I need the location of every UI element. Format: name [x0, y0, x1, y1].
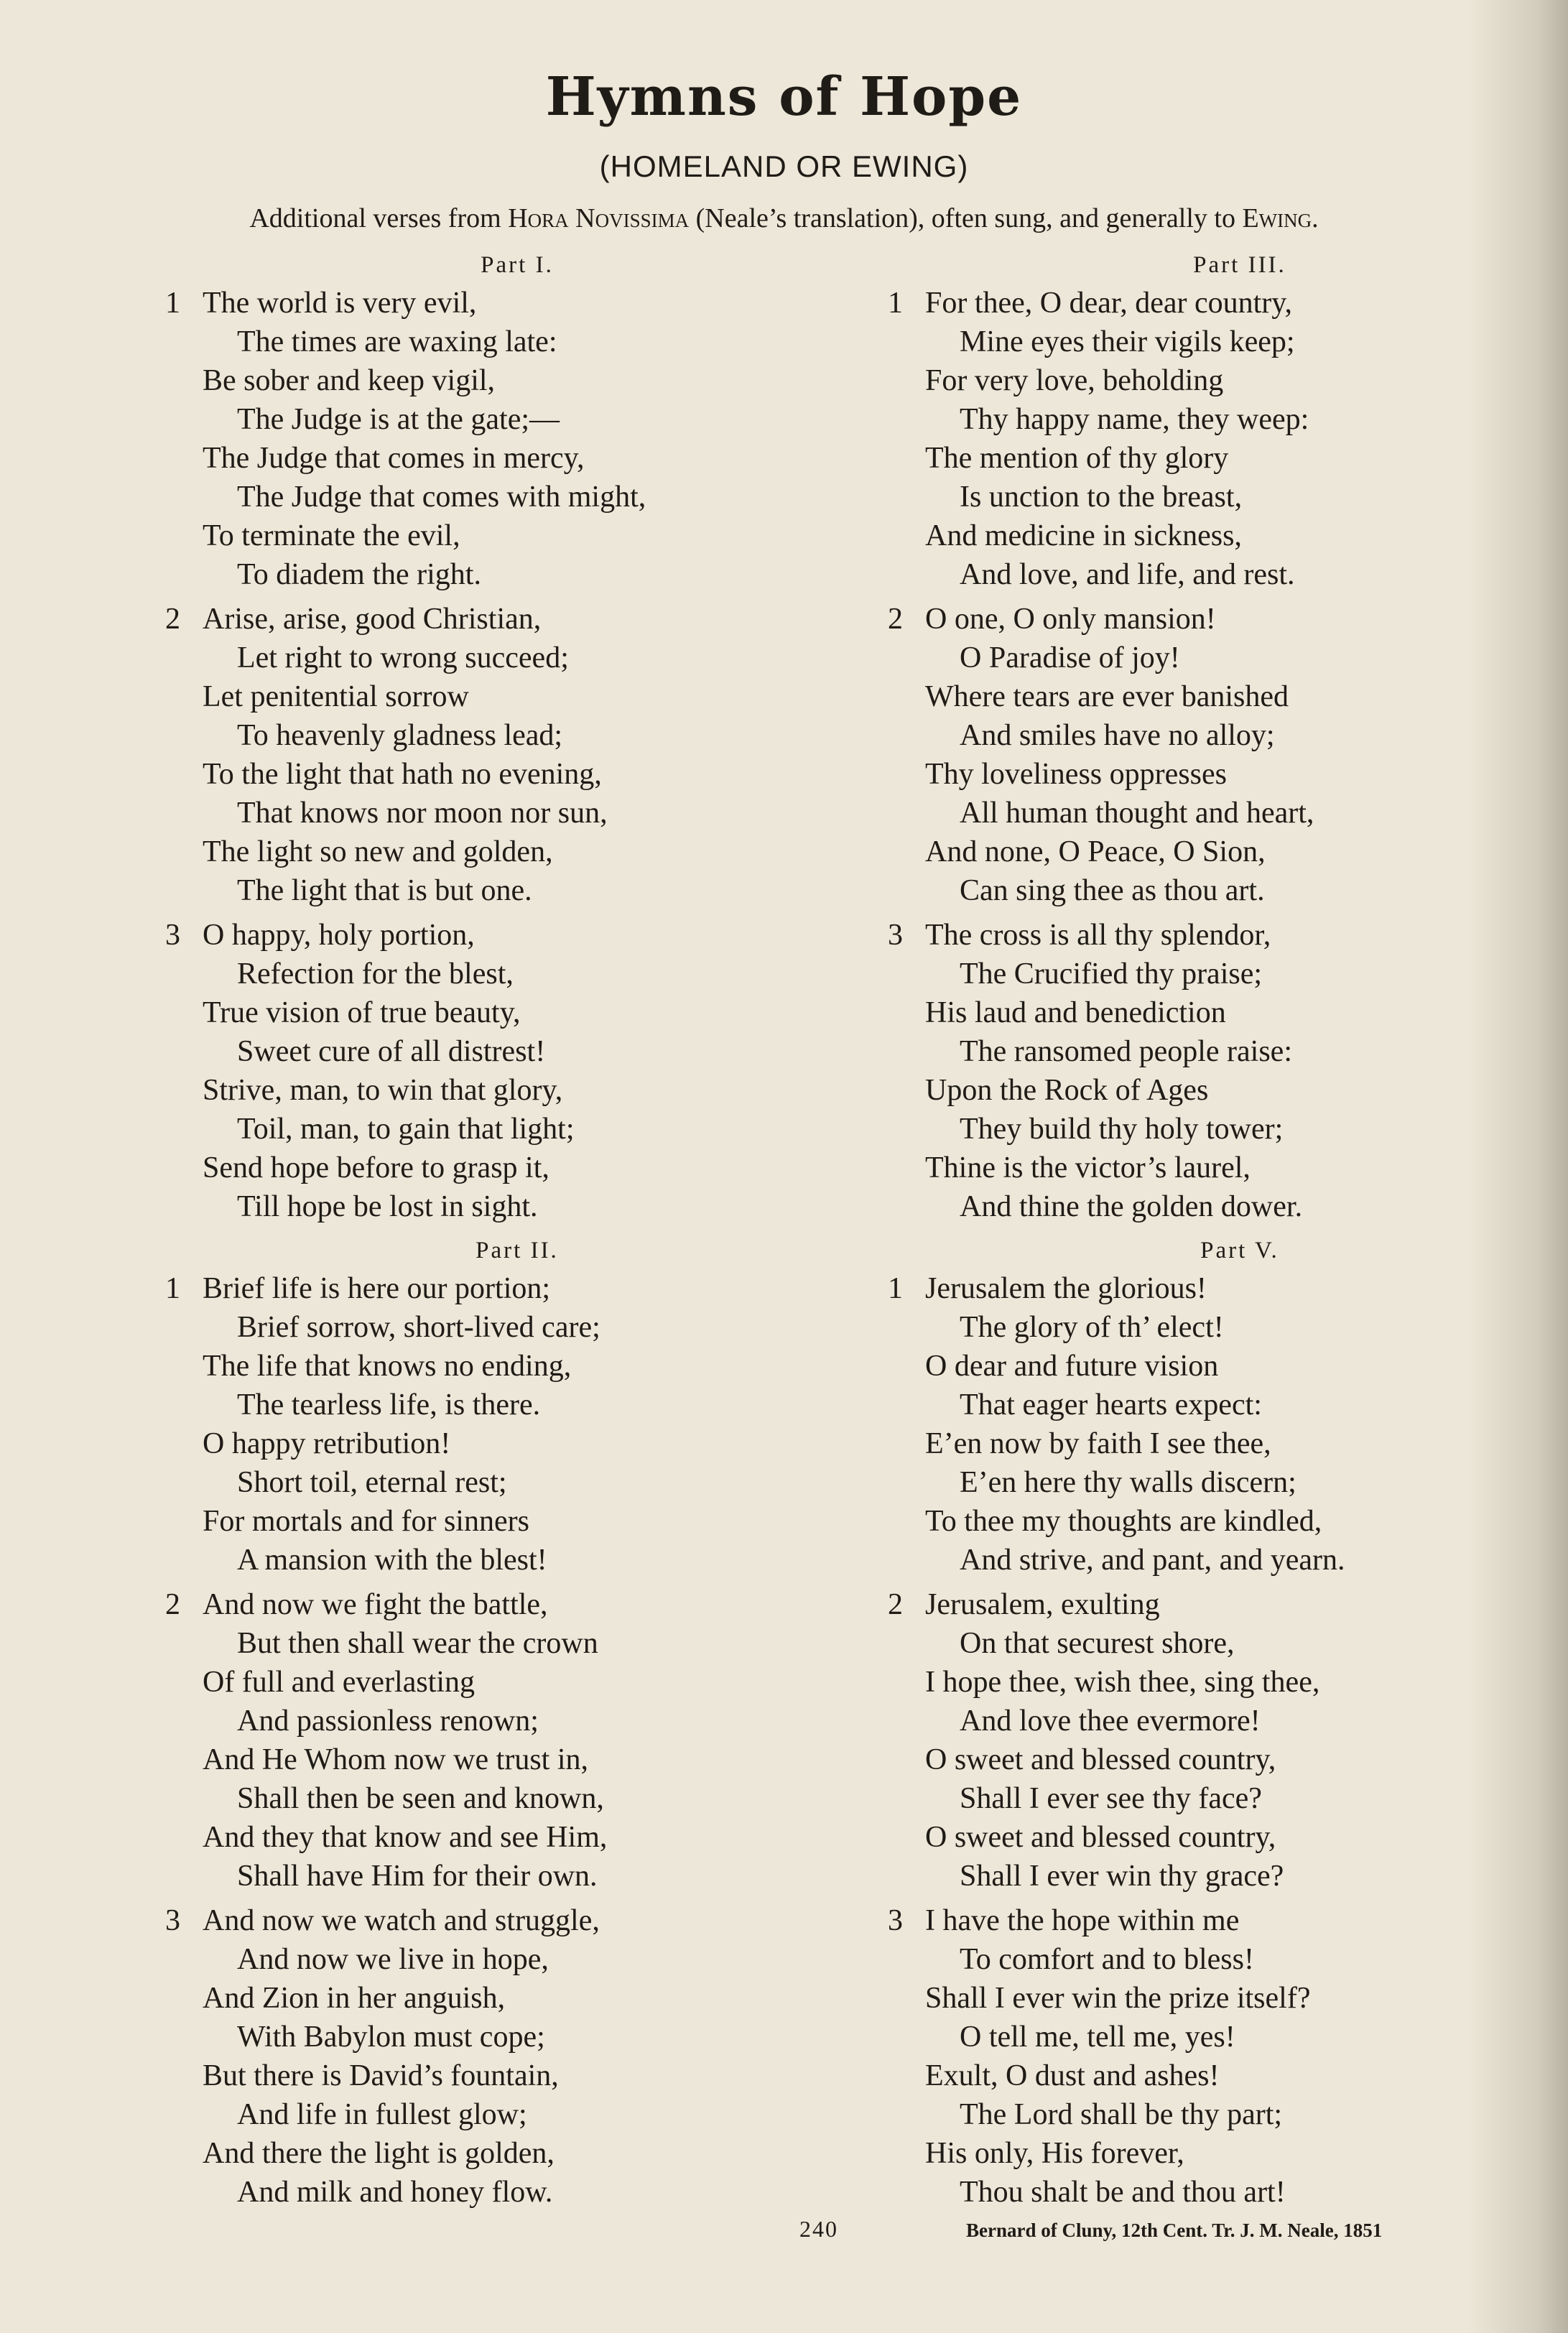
verse-line	[165, 516, 855, 555]
verse-line-text: But there is David’s fountain,	[203, 2059, 559, 2092]
verse-line-text: The Lord shall be thy part;	[960, 2098, 1283, 2131]
verse-line	[165, 1424, 855, 1463]
part-heading: Part V.	[1200, 1238, 1279, 1263]
verse-line	[888, 1857, 1568, 1896]
verse-line-text: Thou shalt be and thou art!	[960, 2176, 1286, 2209]
verse	[165, 1269, 855, 1580]
verse-number: 1	[165, 1272, 180, 1305]
verse-line	[165, 400, 855, 439]
verse-line	[165, 871, 855, 910]
verse-line-text: Short toil, eternal rest;	[237, 1466, 507, 1499]
verse-line-text: Jerusalem the glorious!	[925, 1272, 1207, 1305]
verse-line-text: The Judge that comes in mercy,	[203, 442, 585, 475]
verse-line	[165, 1502, 855, 1541]
verse	[888, 600, 1568, 910]
verse-line-text: That eager hearts expect:	[960, 1388, 1262, 1421]
verse-line	[888, 993, 1568, 1032]
verse-line-text: The ransomed people raise:	[960, 1035, 1292, 1068]
verse-line-text: The life that knows no ending,	[203, 1350, 572, 1383]
verse-line	[888, 1347, 1568, 1386]
verse-line-text: Thy happy name, they weep:	[960, 403, 1309, 436]
verse-line-text: The light that is but one.	[237, 874, 532, 907]
verse	[888, 1269, 1568, 1580]
verse-line	[888, 600, 1568, 639]
verse-line-text: Send hope before to grasp it,	[203, 1151, 549, 1184]
verse-line-text: Thine is the victor’s laurel,	[925, 1151, 1251, 1184]
note-pre: Additional verses from	[249, 203, 509, 233]
verse-line-text: The light so new and golden,	[203, 835, 553, 868]
verse-line	[888, 284, 1568, 323]
verse-line	[888, 1979, 1568, 2018]
verse-line	[888, 955, 1568, 993]
verse-line-text: Mine eyes their vigils keep;	[960, 325, 1295, 358]
verse-number: 1	[888, 287, 903, 320]
verse-line	[165, 1110, 855, 1149]
verse-line	[165, 1857, 855, 1896]
verse-line	[165, 284, 855, 323]
verse-line-text: A mansion with the blest!	[237, 1544, 547, 1577]
verse-line-text: And love, and life, and rest.	[960, 558, 1295, 591]
verse-line	[888, 1149, 1568, 1187]
verse-line-text: E’en now by faith I see thee,	[925, 1427, 1271, 1460]
verse-line	[888, 2173, 1568, 2212]
verse-line-text: And milk and honey flow.	[237, 2176, 553, 2209]
verse-number: 1	[165, 287, 180, 320]
verse-line-text: And thine the golden dower.	[960, 1190, 1303, 1223]
verse-line-text: True vision of true beauty,	[203, 996, 521, 1029]
verse-line	[165, 600, 855, 639]
verse-line	[165, 323, 855, 361]
verse-line	[165, 955, 855, 993]
verse-line	[888, 1702, 1568, 1740]
verse-line-text: I have the hope within me	[925, 1904, 1240, 1937]
verse-line-text: The mention of thy glory	[925, 442, 1229, 475]
verse-line-text: Upon the Rock of Ages	[925, 1074, 1209, 1107]
verse-line	[165, 1308, 855, 1347]
verse-line-text: And they that know and see Him,	[203, 1821, 608, 1854]
verse-line-text: The tearless life, is there.	[237, 1388, 541, 1421]
verse-line	[888, 1424, 1568, 1463]
verse-line	[165, 439, 855, 478]
verse-line-text: Let penitential sorrow	[203, 680, 469, 713]
verse-line-text: To heavenly gladness lead;	[237, 719, 563, 752]
verse-line-text: O one, O only mansion!	[925, 603, 1216, 636]
verse-line	[165, 1702, 855, 1740]
verse-line-text: Thy loveliness oppresses	[925, 758, 1227, 791]
verse-line-text: Toil, man, to gain that light;	[237, 1113, 575, 1146]
verse-number: 1	[888, 1272, 903, 1305]
verse	[165, 284, 855, 594]
verse-line-text: O dear and future vision	[925, 1350, 1219, 1383]
verse-line	[165, 639, 855, 677]
verse-line-text: To terminate the evil,	[203, 519, 460, 552]
verse-line-text: Shall I ever win thy grace?	[960, 1860, 1284, 1893]
right-column	[888, 246, 1568, 2217]
verse-line-text: That knows nor moon nor sun,	[237, 797, 608, 830]
verse-line	[888, 716, 1568, 755]
verse-line-text: And now we fight the battle,	[203, 1588, 548, 1621]
page-number: 240	[799, 2216, 838, 2242]
left-column	[165, 246, 855, 2217]
verse-line	[165, 1386, 855, 1424]
verse-number: 2	[165, 603, 180, 636]
verse-line	[888, 478, 1568, 516]
verse-line-text: The world is very evil,	[203, 287, 477, 320]
verse-line	[165, 1901, 855, 1940]
verse-line	[888, 361, 1568, 400]
note-mid: (Neale’s translation), often sung, and generally to	[689, 203, 1243, 233]
verse-line-text: Where tears are ever banished	[925, 680, 1289, 713]
verse-line-text: They build thy holy tower;	[960, 1113, 1284, 1146]
verse-line	[888, 1541, 1568, 1580]
verse-line-text: But then shall wear the crown	[237, 1627, 598, 1660]
verse-line	[165, 832, 855, 871]
verse-line-text: For mortals and for sinners	[203, 1505, 529, 1538]
verse	[888, 284, 1568, 594]
verse	[165, 1901, 855, 2212]
verse-line	[165, 1541, 855, 1580]
verse-line-text: To diadem the right.	[237, 558, 481, 591]
note-end: .	[1312, 203, 1319, 233]
verse-line-text: Refection for the blest,	[237, 957, 514, 991]
verse-line-text: And He Whom now we trust in,	[203, 1743, 588, 1776]
verse-line-text: For thee, O dear, dear country,	[925, 287, 1293, 320]
verse-line	[888, 1308, 1568, 1347]
verse-line	[888, 639, 1568, 677]
verse-line	[888, 516, 1568, 555]
verse	[165, 1585, 855, 1896]
verse-number: 3	[165, 1904, 180, 1937]
verse-line	[165, 2173, 855, 2212]
verse-line	[165, 1149, 855, 1187]
verse-line-text: For very love, beholding	[925, 364, 1224, 397]
source-note	[0, 203, 1568, 234]
verse-line	[165, 2056, 855, 2095]
verse-line-text: Shall I ever win the prize itself?	[925, 1982, 1311, 2015]
verse-number: 2	[165, 1588, 180, 1621]
part-heading: Part III.	[1193, 252, 1286, 278]
verse	[165, 916, 855, 1226]
verse-line	[888, 2095, 1568, 2134]
verse-line-text: And medicine in sickness,	[925, 519, 1242, 552]
verse-line	[165, 1347, 855, 1386]
verse-line-text: The Judge is at the gate;—	[237, 403, 560, 436]
verse-line-text: And there the light is golden,	[203, 2137, 555, 2170]
verse-line-text: O happy, holy portion,	[203, 919, 475, 952]
verse-line-text: Let right to wrong succeed;	[237, 641, 569, 674]
verse-line-text: And passionless renown;	[237, 1704, 539, 1738]
verse-line	[888, 1386, 1568, 1424]
verse-line	[888, 1585, 1568, 1624]
verse-line-text: The Crucified thy praise;	[960, 957, 1263, 991]
verse-line	[165, 677, 855, 716]
verse-line	[888, 1940, 1568, 1979]
verse-line-text: The times are waxing late:	[237, 325, 557, 358]
verse-line-text: Shall then be seen and known,	[237, 1782, 604, 1815]
verse-line	[888, 871, 1568, 910]
verse-line	[165, 555, 855, 594]
verse-line-text: His only, His forever,	[925, 2137, 1184, 2170]
verse-line	[888, 1463, 1568, 1502]
verse-line	[888, 755, 1568, 794]
verse-line	[165, 1979, 855, 2018]
verse-line-text: I hope thee, wish thee, sing thee,	[925, 1666, 1320, 1699]
verse-line	[165, 1269, 855, 1308]
verse-line-text: To comfort and to bless!	[960, 1943, 1254, 1976]
verse-line	[165, 1940, 855, 1979]
verse-line	[165, 1585, 855, 1624]
verse-line	[888, 2056, 1568, 2095]
note-tune: Ewing	[1242, 203, 1312, 233]
verse-line	[165, 1779, 855, 1818]
verse-line-text: O happy retribution!	[203, 1427, 451, 1460]
verse-line	[888, 1740, 1568, 1779]
verse-line	[888, 323, 1568, 361]
verse-line-text: To thee my thoughts are kindled,	[925, 1505, 1322, 1538]
verse-line	[888, 1901, 1568, 1940]
attribution: Bernard of Cluny, 12th Cent. Tr. J. M. Neale, 1851	[966, 2220, 1383, 2241]
verse-number: 3	[165, 919, 180, 952]
part-heading: Part I.	[481, 252, 554, 278]
verse-line	[888, 1779, 1568, 1818]
verse-line-text: Jerusalem, exulting	[925, 1588, 1160, 1621]
verse-line-text: To the light that hath no evening,	[203, 758, 602, 791]
verse-line	[888, 555, 1568, 594]
verse-number: 3	[888, 919, 903, 952]
verse-number: 2	[888, 603, 903, 636]
verse-line-text: O sweet and blessed country,	[925, 1743, 1276, 1776]
verse	[888, 1585, 1568, 1896]
verse-line	[165, 1818, 855, 1857]
verse-line	[165, 2095, 855, 2134]
verse-line	[888, 400, 1568, 439]
verse-line-text: And love thee evermore!	[960, 1704, 1261, 1738]
verse-line-text: Brief sorrow, short-lived care;	[237, 1311, 600, 1344]
verse-line-text: O sweet and blessed country,	[925, 1821, 1276, 1854]
verse-line-text: On that securest shore,	[960, 1627, 1235, 1660]
note-source: Hora Novissima	[508, 203, 690, 233]
verse-line-text: The cross is all thy splendor,	[925, 919, 1271, 952]
verse-line	[165, 916, 855, 955]
verse-line-text: Of full and everlasting	[203, 1666, 475, 1699]
verse-line-text: And now we watch and struggle,	[203, 1904, 600, 1937]
verse	[888, 916, 1568, 1226]
verse-line-text: The glory of th’ elect!	[960, 1311, 1224, 1344]
part-heading: Part II.	[475, 1238, 559, 1263]
verse-line-text: With Babylon must cope;	[237, 2021, 545, 2054]
verse-line	[888, 1624, 1568, 1663]
verse-line	[165, 716, 855, 755]
verse-line-text: Brief life is here our portion;	[203, 1272, 551, 1305]
verse-line-text: And strive, and pant, and yearn.	[960, 1544, 1345, 1577]
verse-line	[165, 794, 855, 832]
verse-line	[888, 439, 1568, 478]
verse-line-text: O Paradise of joy!	[960, 641, 1180, 674]
verse-line	[888, 1269, 1568, 1308]
verse-line	[165, 1624, 855, 1663]
verse-line-text: His laud and benediction	[925, 996, 1226, 1029]
verse-line	[888, 916, 1568, 955]
verse-line	[888, 1818, 1568, 1857]
verse	[165, 600, 855, 910]
verse-line-text: And life in fullest glow;	[237, 2098, 527, 2131]
verse-line-text: The Judge that comes with might,	[237, 481, 646, 514]
verse-line-text: Strive, man, to win that glory,	[203, 1074, 563, 1107]
verse-line	[888, 1187, 1568, 1226]
verse-line	[888, 832, 1568, 871]
book-title: Hymns of Hope	[545, 66, 1023, 128]
verse-line	[165, 478, 855, 516]
tune-subtitle: (HOMELAND OR EWING)	[599, 149, 969, 183]
verse-line-text: Till hope be lost in sight.	[237, 1190, 538, 1223]
verse-line-text: Is unction to the breast,	[960, 481, 1243, 514]
verse	[888, 1901, 1568, 2212]
verse-line	[165, 1032, 855, 1071]
verse-line	[888, 1110, 1568, 1149]
verse-line	[888, 1502, 1568, 1541]
verse-line-text: Sweet cure of all distrest!	[237, 1035, 546, 1068]
verse-line-text: And now we live in hope,	[237, 1943, 549, 1976]
verse-line	[888, 1663, 1568, 1702]
verse-number: 3	[888, 1904, 903, 1937]
verse-line	[165, 755, 855, 794]
verse-line	[165, 1740, 855, 1779]
verse-line-text: And none, O Peace, O Sion,	[925, 835, 1266, 868]
verse-number: 2	[888, 1588, 903, 1621]
verse-line-text: Be sober and keep vigil,	[203, 364, 496, 397]
verse-line	[165, 361, 855, 400]
verse-line-text: Can sing thee as thou art.	[960, 874, 1265, 907]
verse-line	[165, 2018, 855, 2056]
verse-line	[888, 2018, 1568, 2056]
verse-line	[165, 2134, 855, 2173]
verse-line	[888, 794, 1568, 832]
verse-line-text: And smiles have no alloy;	[960, 719, 1275, 752]
verse-line-text: All human thought and heart,	[960, 797, 1314, 830]
verse-line	[888, 1032, 1568, 1071]
verse-line	[165, 1187, 855, 1226]
verse-line-text: And Zion in her anguish,	[203, 1982, 506, 2015]
verse-line	[888, 1071, 1568, 1110]
verse-line	[888, 2134, 1568, 2173]
verse-line	[165, 993, 855, 1032]
verse-line	[165, 1463, 855, 1502]
verse-line-text: Shall have Him for their own.	[237, 1860, 598, 1893]
verse-line-text: E’en here thy walls discern;	[960, 1466, 1296, 1499]
verse-line	[165, 1071, 855, 1110]
verse-line-text: Arise, arise, good Christian,	[203, 603, 542, 636]
verse-line-text: O tell me, tell me, yes!	[960, 2021, 1235, 2054]
verse-line-text: Shall I ever see thy face?	[960, 1782, 1262, 1815]
verse-line	[888, 677, 1568, 716]
verse-line-text: Exult, O dust and ashes!	[925, 2059, 1220, 2092]
verse-line	[165, 1663, 855, 1702]
